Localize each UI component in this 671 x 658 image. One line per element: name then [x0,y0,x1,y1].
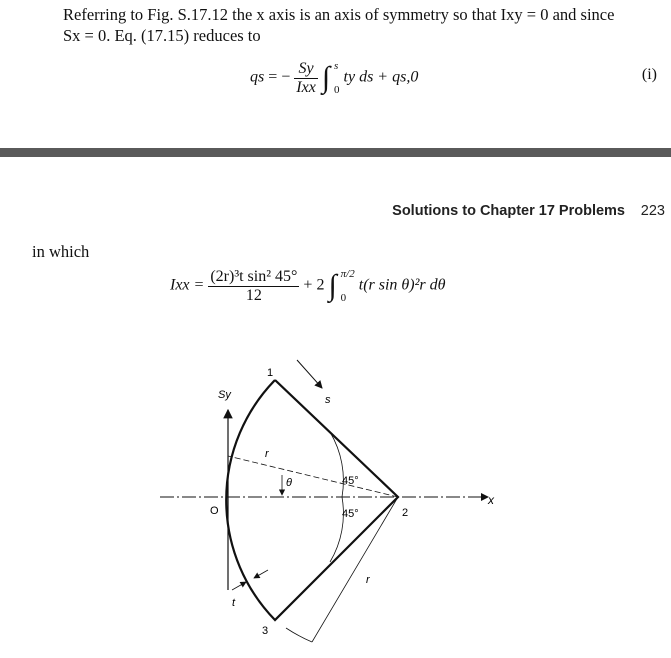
origin-label: O [210,505,219,517]
intro-line-1: Referring to Fig. S.17.12 the x axis is an axis of symmetry so that Ixy = 0 and since [63,5,615,24]
page-number: 223 [640,203,665,219]
s-arrow [297,360,322,388]
sy-label: Sy [218,389,231,401]
x-axis-label: x [488,493,494,507]
thickness-arrow-2 [254,570,268,578]
equation-number: (i) [641,66,657,83]
eq1-integrand: ty ds + qs,0 [343,68,419,86]
outer-radius-label: r [366,574,370,586]
eq1-upper-limit: s [334,60,339,72]
running-header: Solutions to Chapter 17 Problems [392,203,625,219]
eq1-denominator: Ixx [296,78,316,96]
eq1-lhs: qs [250,68,265,86]
eq2-numerator: (2r)³t sin² 45° [210,267,298,285]
thickness-label: t [232,597,236,609]
eq2-denominator: 12 [245,286,262,304]
s-label: s [325,394,331,406]
intro-line-2: Sx = 0. Eq. (17.15) reduces to [63,26,261,45]
eq2-lower-limit: 0 [340,292,347,304]
integral-sign: ∫ [328,269,337,302]
eq2-plus: + 2 [303,276,325,294]
eq2-upper-limit: π/2 [340,268,355,280]
node-1-label: 1 [267,367,274,379]
angle-upper-label: 45° [342,475,359,487]
outer-arc [286,628,312,642]
node-2-label: 2 [402,507,409,519]
angle-lower-label: 45° [342,508,359,520]
eq1-equals: = − [268,68,291,86]
eq1-lower-limit: 0 [334,84,340,96]
integral-sign: ∫ [321,61,331,94]
radius-line [228,456,398,497]
radius-label: r [265,448,269,460]
thickness-arrow-1 [232,582,246,590]
section-outline [226,380,398,620]
eq1-numerator: Sy [294,60,318,79]
eq2-lhs: Ixx = [170,276,205,294]
node-3-label: 3 [262,625,269,637]
theta-label: θ [286,477,292,489]
in-which-text: in which [32,242,90,261]
eq2-integrand: t(r sin θ)²r dθ [358,276,446,294]
